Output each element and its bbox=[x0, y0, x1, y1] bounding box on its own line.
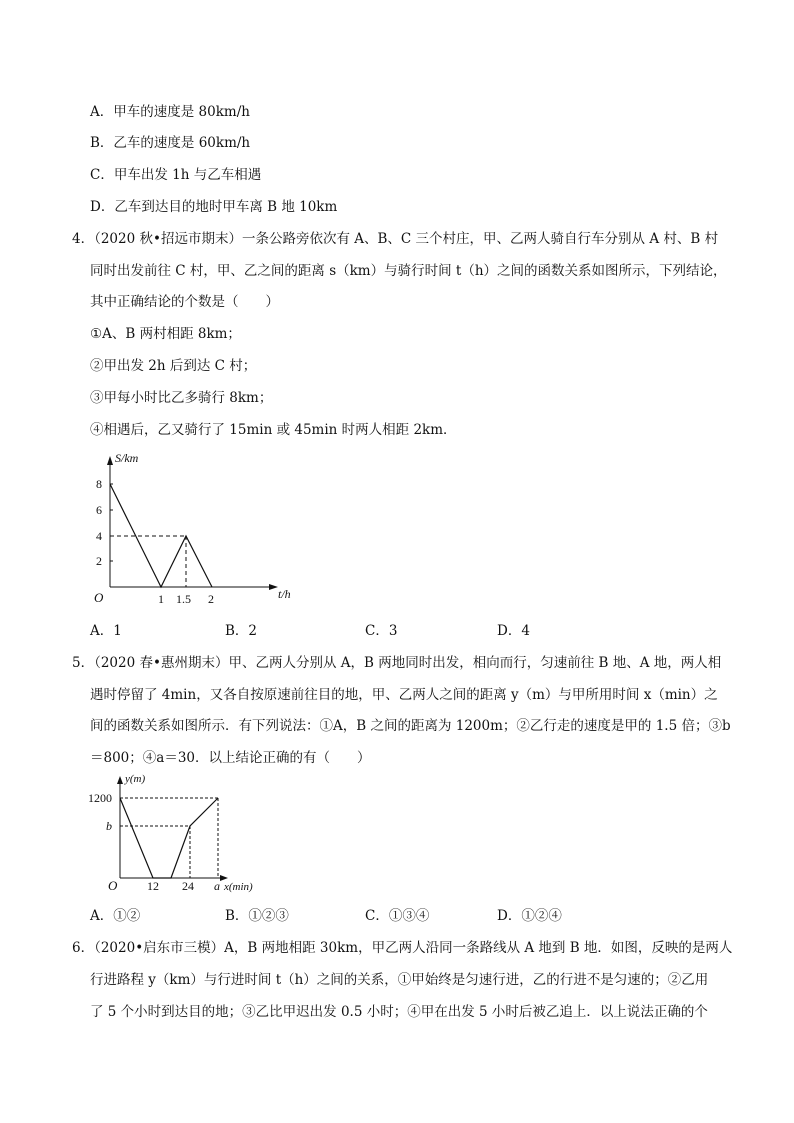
q4-ytick-6: 6 bbox=[96, 503, 102, 517]
q4-statement-2: ②甲出发 2h 后到达 C 村； bbox=[90, 358, 257, 374]
q4-option-b: B．2 bbox=[225, 623, 258, 639]
q4-option-a: A．1 bbox=[90, 623, 122, 639]
q5-ytick-1200: 1200 bbox=[88, 791, 112, 805]
q4-x-arrow bbox=[269, 584, 278, 590]
q5-xtick-12: 12 bbox=[147, 879, 159, 893]
q5-x-label: x(min) bbox=[224, 881, 253, 893]
q3-option-d: D．乙车到达目的地时甲车离 B 地 10km bbox=[90, 199, 338, 215]
q4-x-label: t/h bbox=[278, 587, 291, 601]
q4-ytick-2: 2 bbox=[96, 554, 102, 568]
q5-origin: O bbox=[108, 878, 118, 893]
q4-origin: O bbox=[94, 590, 104, 605]
q3-option-a: A．甲车的速度是 80km/h bbox=[90, 104, 250, 120]
q4-y-arrow bbox=[107, 456, 113, 465]
q4-ytick-8: 8 bbox=[96, 477, 102, 491]
q4-statement-1: ①A、B 两村相距 8km； bbox=[90, 326, 241, 342]
q4-stem-line-1: 4．（2020 秋•招远市期末）一条公路旁依次有 A、B、C 三个村庄，甲、乙两人骑自行车分别从 A 村、B 村 bbox=[72, 231, 719, 247]
q3-option-b: B．乙车的速度是 60km/h bbox=[90, 135, 251, 151]
q4-xtick-1-5: 1.5 bbox=[176, 592, 191, 606]
q6-stem-line-1: 6．（2020•启东市三模）A，B 两地相距 30km，甲乙两人沿同一条路线从 A 地到 B 地．如图，反映的是两人 bbox=[72, 940, 733, 956]
q5-xtick-24: 24 bbox=[182, 879, 194, 893]
q4-statement-4: ④相遇后，乙又骑行了 15min 或 45min 时两人相距 2km． bbox=[90, 422, 457, 438]
q3-option-c: C．甲车出发 1h 与乙车相遇 bbox=[90, 167, 262, 183]
q5-option-d: D．①②④ bbox=[497, 908, 562, 924]
q5-y-label: y(m) bbox=[125, 773, 146, 785]
q5-stem-line-1: 5．（2020 春•惠州期末）甲、乙两人分别从 A，B 两地同时出发，相向而行，匀速前往 B 地、A 地，两人相 bbox=[72, 655, 722, 671]
q4-stem-line-2: 同时出发前往 C 村，甲、乙之间的距离 s（km）与骑行时间 t（h）之间的函数关系如图所示，下列结论， bbox=[90, 263, 727, 279]
q5-option-c: C．①③④ bbox=[365, 908, 430, 924]
q4-graph bbox=[88, 450, 308, 610]
q5-xtick-a: a bbox=[214, 879, 220, 893]
q5-stem-line-4: ＝800；④a＝30．以上结论正确的有（ ） bbox=[90, 750, 371, 766]
q5-option-a: A．①② bbox=[90, 908, 141, 924]
q5-stem-line-3: 间的函数关系如图所示．有下列说法：①A，B 之间的距离为 1200m；②乙行走的速度是甲的 1.5 倍；③b bbox=[90, 718, 731, 734]
q4-stem-line-3: 其中正确结论的个数是（ ） bbox=[90, 294, 279, 310]
q4-option-d: D．4 bbox=[497, 623, 530, 639]
q4-xtick-2: 2 bbox=[208, 592, 214, 606]
q5-option-b: B．①②③ bbox=[225, 908, 289, 924]
q5-graph bbox=[84, 772, 284, 897]
q6-stem-line-2: 行进路程 y（km）与行进时间 t（h）之间的关系，①甲始终是匀速行进，乙的行进不是匀速的；②乙用 bbox=[90, 972, 709, 988]
q4-xtick-1: 1 bbox=[158, 592, 164, 606]
q5-ytick-b: b bbox=[106, 819, 112, 833]
q5-stem-line-2: 遇时停留了 4min，又各自按原速前往目的地，甲、乙两人之间的距离 y（m）与甲所用时间 x（min）之 bbox=[90, 687, 718, 703]
q4-y-label: S/km bbox=[115, 451, 139, 465]
q4-statement-3: ③甲每小时比乙多骑行 8km； bbox=[90, 390, 273, 406]
q4-option-c: C．3 bbox=[365, 623, 398, 639]
q5-distance-line bbox=[120, 798, 218, 878]
q4-ytick-4: 4 bbox=[96, 529, 102, 543]
q6-stem-line-3: 了 5 个小时到达目的地；③乙比甲迟出发 0.5 小时；④甲在出发 5 小时后被乙追上．以上说法正确的个 bbox=[90, 1004, 708, 1020]
q5-y-arrow bbox=[117, 776, 123, 784]
